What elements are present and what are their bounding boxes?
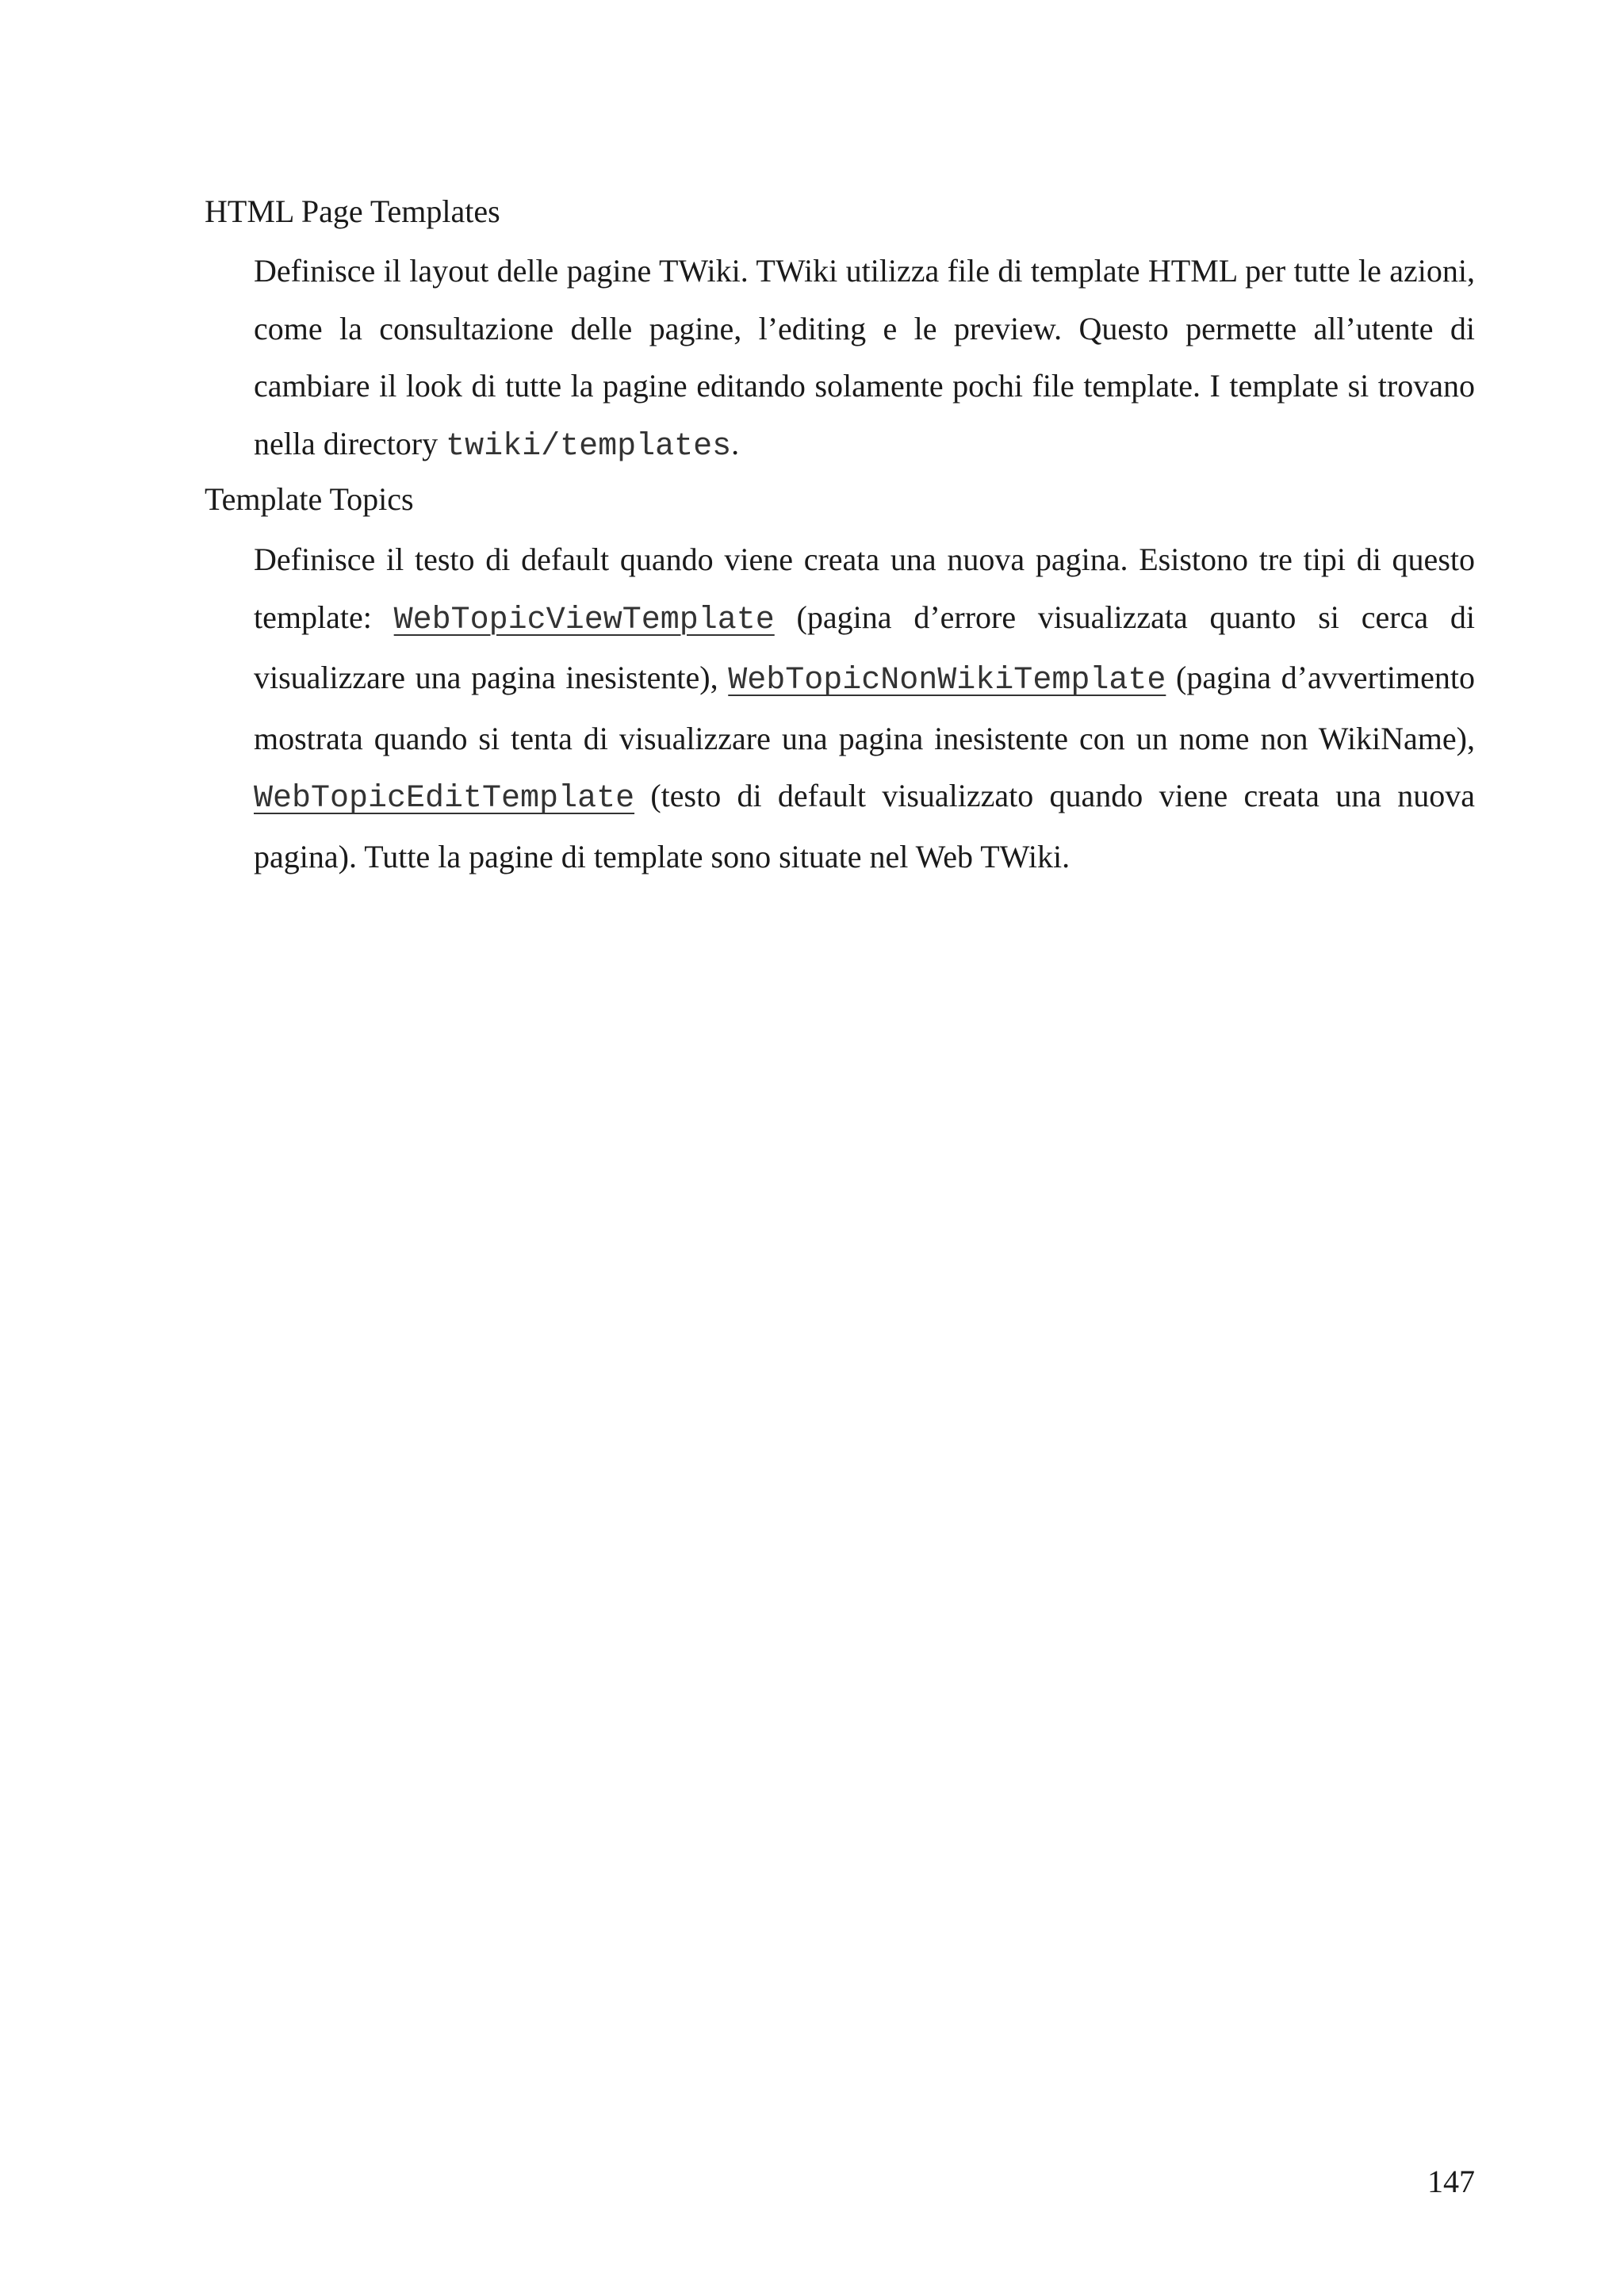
- definition-text-end: .: [731, 425, 740, 461]
- term-template-topics: Template Topics: [205, 481, 414, 517]
- definition-text: (testo di default visualizzato quando viene creata una nuova pagina). Tutte la pagine di template sono situate nel Web TWiki.: [254, 778, 1475, 874]
- definition-template-topics: [254, 531, 1475, 886]
- link-web-topic-view-template[interactable]: WebTopicViewTemplate: [393, 602, 775, 638]
- link-web-topic-non-wiki-template[interactable]: WebTopicNonWikiTemplate: [728, 663, 1166, 699]
- definition-text: Definisce il layout delle pagine TWiki. TWiki utilizza file di template HTML per tutte le azioni, come la consultazione delle pagine, l’editing e le preview. Questo permette all’utente di cambiare il look di tutte la pagine editando solamente pochi file template. I template si trovano nella directory: [254, 253, 1475, 461]
- definition-text: (pagina d’errore visualizzata quanto si cerca di visualizzare una pagina inesistente),: [254, 599, 1476, 696]
- definition-text: Definisce il testo di default quando viene creata una nuova pagina. Esistono tre tipi di questo template:: [254, 541, 1475, 635]
- definition-text: (pagina d’avvertimento mostrata quando si tenta di visualizzare una pagina inesistente con un nome non WikiName),: [254, 660, 1475, 756]
- term-html-page-templates: HTML Page Templates: [205, 193, 500, 229]
- directory-path-code: twiki/templates: [446, 428, 732, 465]
- definition-html-page-templates: [254, 243, 1475, 476]
- link-web-topic-edit-template[interactable]: WebTopicEditTemplate: [254, 781, 635, 817]
- page-number: 147: [1427, 2164, 1475, 2199]
